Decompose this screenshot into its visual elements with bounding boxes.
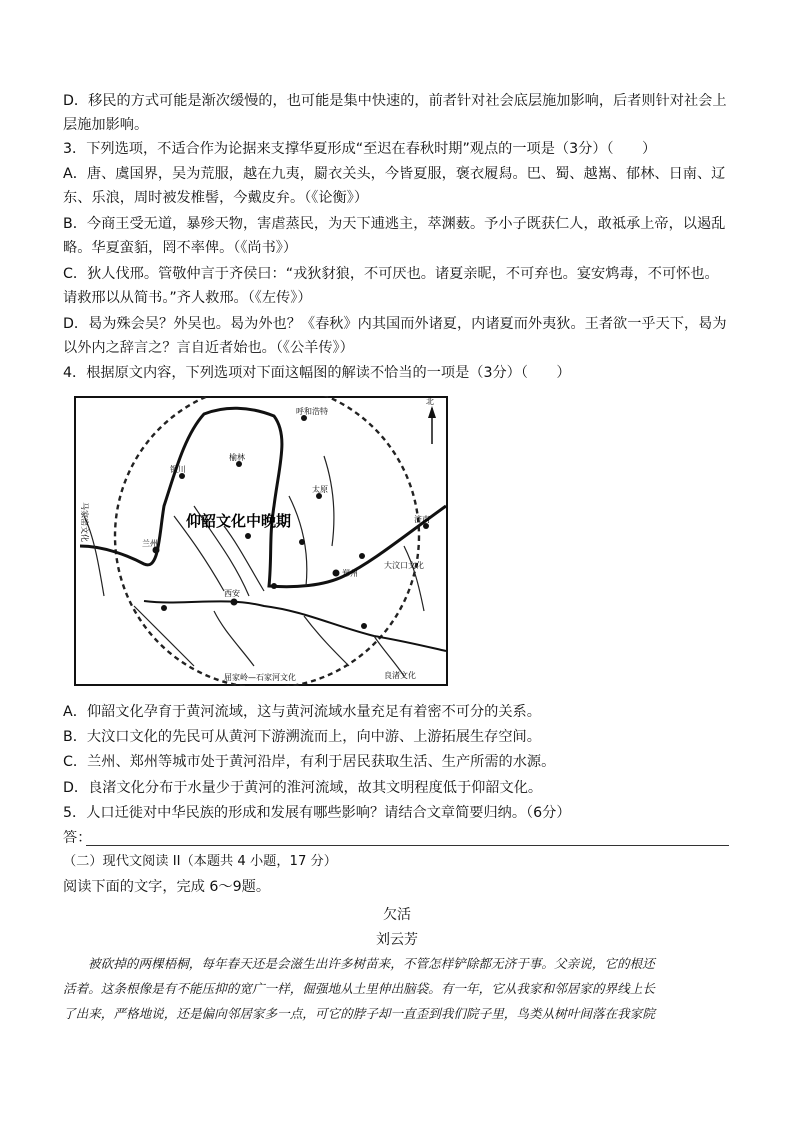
q3-option-d-line1: D．曷为殊会吴？外吴也。曷为外也？《春秋》内其国而外诸夏，内诸夏而外夷狄。王者欲一乎天下，曷为 [63,316,727,332]
article-author: 刘云芳 [376,932,418,948]
answer-line[interactable] [86,845,729,846]
label-xian: 西安 [224,589,240,598]
label-yinchuan: 银川 [170,465,186,474]
section-heading: （二）现代文阅读 II（本题共 4 小题，17 分） [63,854,337,869]
option-d-line2: 层施加影响。 [63,117,149,133]
answer-label: 答： [63,830,92,846]
map-main-label: 仰韶文化中晚期 [186,512,292,530]
article-title: 欠活 [383,907,411,923]
q3-option-c-line2: 请救邢以从简书。”齐人救邢。（《左传》） [63,290,312,306]
yangshao-culture-map [74,396,448,686]
question-5: 5．人口迁徙对中华民族的形成和发展有哪些影响？请结合文章简要归纳。（6分） [63,805,571,821]
label-liangzhu: 良渚文化 [384,671,416,680]
label-zhengzhou: 郑州 [342,569,358,578]
q4-option-c: C．兰州、郑州等城市处于黄河沿岸，有利于居民获取生活、生产所需的水源。 [63,754,556,770]
zhengzhou-dot [333,570,340,577]
label-dawenkou: 大汶口文化 [384,561,424,570]
q3-option-a-line1: A．唐、虞国界，吴为荒服，越在九夷，罽衣关头，今皆夏服，褒衣履舄。巴、蜀、越嶲、郁林、日南、辽 [63,166,726,182]
q4-option-b: B．大汶口文化的先民可从黄河下游溯流而上，向中游、上游拓展生存空间。 [63,729,541,745]
option-d-line1: D．移民的方式可能是渐次缓慢的，也可能是集中快速的，前者针对社会底层施加影响，后者则针对社会上 [63,93,727,109]
label-taiyuan: 太原 [312,485,328,494]
q3-option-b-line2: 略。华夏蛮貊，罔不率俾。（《尚书》） [63,240,298,256]
question-3: 3．下列选项，不适合作为论据来支撑华夏形成“至迟在春秋时期”观点的一项是（3分）（ ） [63,141,657,157]
label-yulin: 榆林 [229,453,245,462]
label-jinan: 济南 [414,515,430,524]
q4-option-d: D．良渚文化分布于水量少于黄河的淮河流域，故其文明程度低于仰韶文化。 [63,780,543,796]
q3-option-c-line1: C．狄人伐邢。管敬仲言于齐侯曰：“戎狄豺狼，不可厌也。诸夏亲昵，不可弃也。宴安鸩毒，不可怀也。 [63,266,719,282]
article-line-1: 被砍掉的两棵梧桐，每年春天还是会滋生出许多树苗来，不管怎样铲除都无济于事。父亲说，它的根还 [88,956,655,971]
q3-option-b-line1: B．今商王受无道，暴殄天物，害虐蒸民，为天下逋逃主，萃渊薮。予小子既获仁人，敢祗承上帝，以遏乱 [63,216,726,232]
map-frame [75,397,447,685]
q3-option-a-line2: 东、乐浪，周时被发椎髻，今戴皮弁。（《论衡》） [63,190,369,206]
reading-instruction: 阅读下面的文字，完成 6～9题。 [63,879,271,895]
label-majiayao: 马家窑文化 [80,502,89,542]
q4-option-a: A．仰韶文化孕育于黄河流域，这与黄河流域水量充足有着密不可分的关系。 [63,704,541,720]
q3-option-d-line2: 以外内之辞言之？言自近者始也。（《公羊传》） [63,340,354,356]
label-lanzhou: 兰州 [142,539,158,548]
north-label: 北 [426,397,434,406]
label-baotou: 呼和浩特 [296,407,328,416]
article-line-3: 了出来，严格地说，还是偏向邻居家多一点，可它的脖子却一直歪到我们院子里，鸟类从树叶间落在我家院 [63,1006,655,1021]
label-qujialing: 屈家岭—石家河文化 [224,673,296,682]
xian-dot [231,599,238,606]
article-line-2: 活着。这条根像是有不能压抑的宽广一样，倔强地从土里伸出脑袋。有一年，它从我家和邻居家的界线上长 [63,981,655,996]
question-4: 4．根据原文内容，下列选项对下面这幅图的解读不恰当的一项是（3分）（ ） [63,365,571,381]
